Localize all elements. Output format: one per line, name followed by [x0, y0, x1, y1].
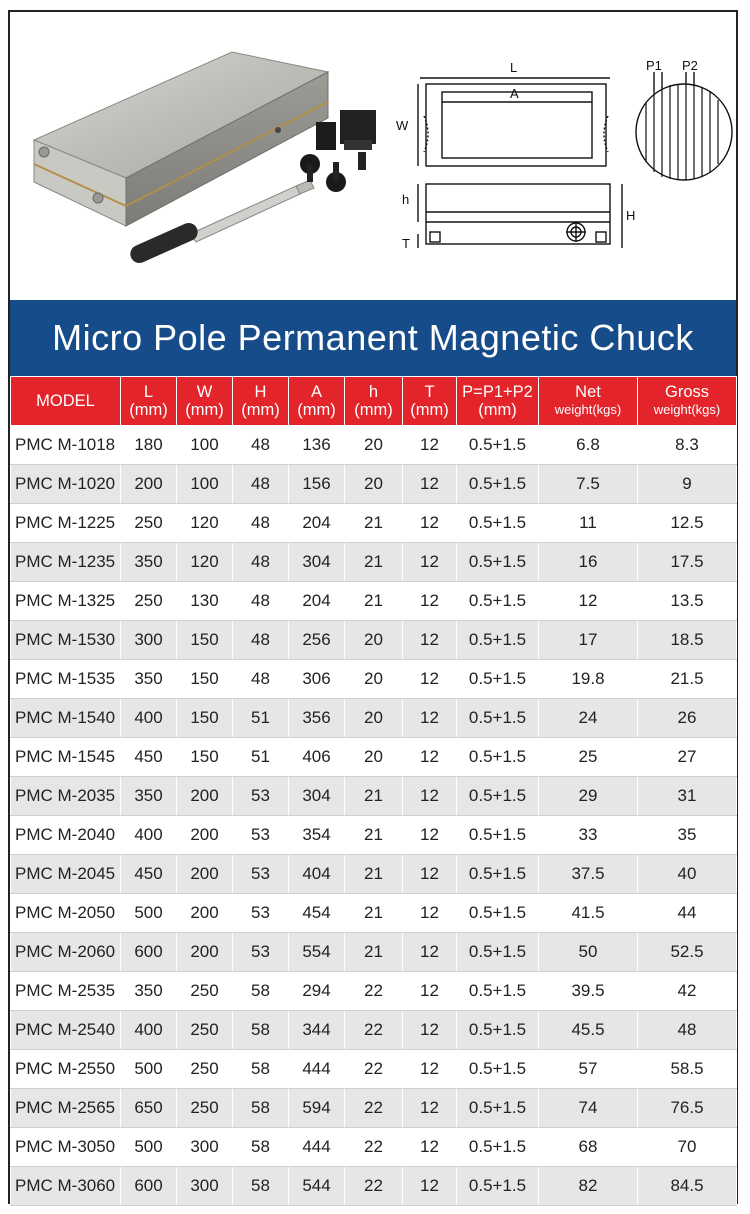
table-cell: 20	[345, 465, 403, 504]
table-cell: 6.8	[539, 426, 638, 465]
table-cell: 25	[539, 738, 638, 777]
table-cell: 150	[177, 738, 233, 777]
table-cell: 70	[638, 1128, 737, 1167]
table-cell: 180	[121, 426, 177, 465]
table-cell: 450	[121, 738, 177, 777]
model-cell: PMC M-1540	[11, 699, 121, 738]
table-cell: 400	[121, 1011, 177, 1050]
label-W: W	[396, 118, 409, 133]
table-cell: 0.5+1.5	[457, 465, 539, 504]
column-header-8	[539, 377, 638, 426]
table-cell: 48	[233, 504, 289, 543]
table-cell: 150	[177, 699, 233, 738]
table-cell: 20	[345, 621, 403, 660]
spec-sheet	[8, 10, 738, 1204]
table-cell: 0.5+1.5	[457, 504, 539, 543]
table-cell: 20	[345, 426, 403, 465]
table-cell: 58	[233, 1167, 289, 1206]
table-cell: 20	[345, 660, 403, 699]
table-cell: 350	[121, 660, 177, 699]
table-cell: 21	[345, 777, 403, 816]
column-header-unit: (mm)	[354, 401, 393, 419]
table-cell: 27	[638, 738, 737, 777]
column-header-unit: (mm)	[185, 401, 224, 419]
table-cell: 500	[121, 1050, 177, 1089]
table-cell: 600	[121, 933, 177, 972]
model-cell: PMC M-1225	[11, 504, 121, 543]
table-cell: 0.5+1.5	[457, 1089, 539, 1128]
table-cell: 294	[289, 972, 345, 1011]
table-cell: 35	[638, 816, 737, 855]
table-cell: 19.8	[539, 660, 638, 699]
table-cell: 444	[289, 1050, 345, 1089]
model-cell: PMC M-2045	[11, 855, 121, 894]
table-cell: 250	[177, 972, 233, 1011]
table-cell: 120	[177, 543, 233, 582]
table-row	[11, 1089, 737, 1128]
table-cell: 42	[638, 972, 737, 1011]
table-cell: 48	[233, 465, 289, 504]
table-cell: 136	[289, 426, 345, 465]
table-cell: 344	[289, 1011, 345, 1050]
label-L: L	[510, 60, 518, 75]
label-h: h	[402, 192, 410, 207]
table-cell: 12	[403, 894, 457, 933]
table-cell: 0.5+1.5	[457, 777, 539, 816]
table-cell: 250	[177, 1011, 233, 1050]
table-cell: 13.5	[638, 582, 737, 621]
table-cell: 0.5+1.5	[457, 543, 539, 582]
table-cell: 204	[289, 504, 345, 543]
table-cell: 8.3	[638, 426, 737, 465]
table-cell: 500	[121, 1128, 177, 1167]
table-cell: 58	[233, 1089, 289, 1128]
table-cell: 12	[403, 1128, 457, 1167]
table-cell: 300	[177, 1167, 233, 1206]
table-cell: 0.5+1.5	[457, 426, 539, 465]
table-cell: 58	[233, 1050, 289, 1089]
table-cell: 0.5+1.5	[457, 660, 539, 699]
table-cell: 29	[539, 777, 638, 816]
table-cell: 21	[345, 855, 403, 894]
table-cell: 200	[177, 894, 233, 933]
column-header-unit: (mm)	[478, 401, 517, 419]
model-cell: PMC M-1020	[11, 465, 121, 504]
table-cell: 0.5+1.5	[457, 894, 539, 933]
table-cell: 500	[121, 894, 177, 933]
column-header-unit: weight(kgs)	[653, 402, 721, 417]
table-cell: 22	[345, 1089, 403, 1128]
table-cell: 200	[177, 933, 233, 972]
label-T: T	[402, 236, 410, 251]
table-cell: 50	[539, 933, 638, 972]
model-cell: PMC M-1325	[11, 582, 121, 621]
table-cell: 0.5+1.5	[457, 1011, 539, 1050]
table-row	[11, 582, 737, 621]
table-cell: 48	[638, 1011, 737, 1050]
column-header-label: Gross	[664, 383, 709, 401]
table-cell: 22	[345, 972, 403, 1011]
table-cell: 204	[289, 582, 345, 621]
table-cell: 12	[403, 1011, 457, 1050]
table-cell: 300	[121, 621, 177, 660]
table-cell: 9	[638, 465, 737, 504]
table-row	[11, 816, 737, 855]
table-cell: 53	[233, 816, 289, 855]
column-header-9	[638, 377, 737, 426]
table-cell: 21	[345, 816, 403, 855]
table-cell: 200	[177, 855, 233, 894]
column-header-4	[289, 377, 345, 426]
table-cell: 12	[403, 1167, 457, 1206]
label-P2: P2	[682, 58, 698, 73]
spec-table	[10, 376, 737, 1206]
model-cell: PMC M-1530	[11, 621, 121, 660]
column-header-unit: (mm)	[410, 401, 449, 419]
table-cell: 53	[233, 855, 289, 894]
table-cell: 250	[121, 504, 177, 543]
table-cell: 21	[345, 894, 403, 933]
column-header-0	[11, 377, 121, 426]
table-cell: 45.5	[539, 1011, 638, 1050]
column-header-unit: (mm)	[241, 401, 280, 419]
table-cell: 40	[638, 855, 737, 894]
table-cell: 22	[345, 1011, 403, 1050]
table-cell: 12	[403, 1089, 457, 1128]
table-cell: 48	[233, 660, 289, 699]
table-row	[11, 1167, 737, 1206]
table-cell: 650	[121, 1089, 177, 1128]
label-P1: P1	[646, 58, 662, 73]
table-cell: 53	[233, 894, 289, 933]
table-cell: 57	[539, 1050, 638, 1089]
table-row	[11, 1011, 737, 1050]
table-row	[11, 660, 737, 699]
table-row	[11, 465, 737, 504]
table-row	[11, 1128, 737, 1167]
table-cell: 256	[289, 621, 345, 660]
table-cell: 300	[177, 1128, 233, 1167]
table-cell: 53	[233, 777, 289, 816]
table-cell: 21	[345, 933, 403, 972]
table-cell: 58.5	[638, 1050, 737, 1089]
table-cell: 12	[403, 972, 457, 1011]
table-cell: 444	[289, 1128, 345, 1167]
table-cell: 21	[345, 543, 403, 582]
table-cell: 58	[233, 972, 289, 1011]
table-cell: 450	[121, 855, 177, 894]
table-cell: 350	[121, 777, 177, 816]
column-header-6	[403, 377, 457, 426]
table-cell: 21.5	[638, 660, 737, 699]
column-header-label: W	[196, 383, 213, 401]
table-row	[11, 972, 737, 1011]
table-header-row	[11, 377, 737, 426]
table-cell: 130	[177, 582, 233, 621]
table-cell: 0.5+1.5	[457, 699, 539, 738]
model-cell: PMC M-2565	[11, 1089, 121, 1128]
table-cell: 12	[403, 621, 457, 660]
product-image-area	[10, 12, 736, 300]
table-cell: 544	[289, 1167, 345, 1206]
table-cell: 200	[177, 816, 233, 855]
table-cell: 58	[233, 1011, 289, 1050]
table-cell: 406	[289, 738, 345, 777]
table-cell: 51	[233, 699, 289, 738]
table-cell: 12	[403, 738, 457, 777]
table-cell: 306	[289, 660, 345, 699]
table-cell: 82	[539, 1167, 638, 1206]
table-cell: 20	[345, 699, 403, 738]
table-row	[11, 621, 737, 660]
table-cell: 48	[233, 582, 289, 621]
column-header-label: T	[424, 383, 435, 401]
table-cell: 304	[289, 543, 345, 582]
column-header-unit: (mm)	[297, 401, 336, 419]
table-cell: 150	[177, 621, 233, 660]
table-cell: 44	[638, 894, 737, 933]
table-row	[11, 777, 737, 816]
table-cell: 12	[403, 855, 457, 894]
table-cell: 12	[403, 777, 457, 816]
table-cell: 304	[289, 777, 345, 816]
table-cell: 22	[345, 1128, 403, 1167]
model-cell: PMC M-2035	[11, 777, 121, 816]
table-cell: 100	[177, 426, 233, 465]
table-cell: 12	[403, 660, 457, 699]
table-cell: 12	[403, 699, 457, 738]
table-cell: 156	[289, 465, 345, 504]
table-cell: 200	[177, 777, 233, 816]
technical-drawing	[418, 72, 732, 248]
table-cell: 33	[539, 816, 638, 855]
table-cell: 356	[289, 699, 345, 738]
label-H: H	[626, 208, 636, 223]
table-cell: 37.5	[539, 855, 638, 894]
table-cell: 12	[403, 816, 457, 855]
model-cell: PMC M-2040	[11, 816, 121, 855]
table-cell: 53	[233, 933, 289, 972]
model-cell: PMC M-2550	[11, 1050, 121, 1089]
table-cell: 76.5	[638, 1089, 737, 1128]
table-cell: 350	[121, 972, 177, 1011]
table-cell: 7.5	[539, 465, 638, 504]
column-header-label: P=P1+P2	[462, 383, 533, 401]
column-header-3	[233, 377, 289, 426]
table-cell: 84.5	[638, 1167, 737, 1206]
table-cell: 68	[539, 1128, 638, 1167]
column-header-label: L	[143, 383, 154, 401]
table-cell: 12	[539, 582, 638, 621]
model-cell: PMC M-1545	[11, 738, 121, 777]
table-cell: 0.5+1.5	[457, 1167, 539, 1206]
table-cell: 250	[177, 1089, 233, 1128]
table-cell: 0.5+1.5	[457, 972, 539, 1011]
table-row	[11, 699, 737, 738]
table-row	[11, 855, 737, 894]
column-header-label: Net	[575, 383, 601, 401]
table-cell: 12	[403, 465, 457, 504]
column-header-label: A	[310, 383, 322, 401]
table-cell: 12	[403, 426, 457, 465]
column-header-2	[177, 377, 233, 426]
table-row	[11, 504, 737, 543]
table-cell: 41.5	[539, 894, 638, 933]
table-cell: 0.5+1.5	[457, 933, 539, 972]
table-cell: 16	[539, 543, 638, 582]
table-cell: 48	[233, 426, 289, 465]
column-header-label: h	[368, 383, 379, 401]
table-cell: 200	[121, 465, 177, 504]
table-cell: 0.5+1.5	[457, 582, 539, 621]
table-cell: 354	[289, 816, 345, 855]
table-cell: 100	[177, 465, 233, 504]
model-cell: PMC M-1235	[11, 543, 121, 582]
table-row	[11, 426, 737, 465]
table-cell: 0.5+1.5	[457, 621, 539, 660]
table-cell: 0.5+1.5	[457, 1050, 539, 1089]
table-cell: 12.5	[638, 504, 737, 543]
table-row	[11, 933, 737, 972]
model-cell: PMC M-3060	[11, 1167, 121, 1206]
column-header-7	[457, 377, 539, 426]
table-cell: 48	[233, 543, 289, 582]
table-cell: 58	[233, 1128, 289, 1167]
model-cell: PMC M-1535	[11, 660, 121, 699]
table-cell: 12	[403, 504, 457, 543]
table-cell: 11	[539, 504, 638, 543]
model-cell: PMC M-2540	[11, 1011, 121, 1050]
model-cell: PMC M-1018	[11, 426, 121, 465]
table-cell: 21	[345, 582, 403, 621]
table-cell: 0.5+1.5	[457, 855, 539, 894]
table-cell: 18.5	[638, 621, 737, 660]
model-cell: PMC M-3050	[11, 1128, 121, 1167]
table-body	[11, 426, 737, 1206]
table-cell: 400	[121, 816, 177, 855]
table-cell: 12	[403, 933, 457, 972]
column-header-unit: weight(kgs)	[554, 402, 622, 417]
model-cell: PMC M-2535	[11, 972, 121, 1011]
table-cell: 21	[345, 504, 403, 543]
table-cell: 20	[345, 738, 403, 777]
table-cell: 24	[539, 699, 638, 738]
magnetic-chuck-photo	[34, 52, 376, 266]
table-cell: 400	[121, 699, 177, 738]
table-cell: 554	[289, 933, 345, 972]
table-cell: 350	[121, 543, 177, 582]
table-cell: 404	[289, 855, 345, 894]
table-cell: 52.5	[638, 933, 737, 972]
table-cell: 74	[539, 1089, 638, 1128]
column-header-1	[121, 377, 177, 426]
table-cell: 17.5	[638, 543, 737, 582]
table-row	[11, 738, 737, 777]
column-header-label: H	[254, 383, 267, 401]
product-illustration	[10, 12, 736, 300]
table-cell: 26	[638, 699, 737, 738]
table-cell: 48	[233, 621, 289, 660]
table-cell: 600	[121, 1167, 177, 1206]
table-cell: 12	[403, 543, 457, 582]
table-cell: 250	[121, 582, 177, 621]
model-cell: PMC M-2050	[11, 894, 121, 933]
table-cell: 0.5+1.5	[457, 738, 539, 777]
column-header-5	[345, 377, 403, 426]
model-cell: PMC M-2060	[11, 933, 121, 972]
table-cell: 250	[177, 1050, 233, 1089]
table-cell: 0.5+1.5	[457, 1128, 539, 1167]
column-header-unit: (mm)	[129, 401, 168, 419]
table-cell: 31	[638, 777, 737, 816]
label-A: A	[510, 86, 519, 101]
table-cell: 120	[177, 504, 233, 543]
table-cell: 594	[289, 1089, 345, 1128]
page-title: Micro Pole Permanent Magnetic Chuck	[10, 300, 736, 376]
table-row	[11, 894, 737, 933]
table-cell: 22	[345, 1167, 403, 1206]
table-cell: 39.5	[539, 972, 638, 1011]
table-cell: 12	[403, 1050, 457, 1089]
table-cell: 22	[345, 1050, 403, 1089]
column-header-label: MODEL	[36, 392, 95, 410]
table-cell: 0.5+1.5	[457, 816, 539, 855]
table-cell: 454	[289, 894, 345, 933]
table-cell: 51	[233, 738, 289, 777]
table-row	[11, 1050, 737, 1089]
table-cell: 12	[403, 582, 457, 621]
table-cell: 150	[177, 660, 233, 699]
table-row	[11, 543, 737, 582]
table-cell: 17	[539, 621, 638, 660]
pole-lines	[646, 84, 718, 180]
